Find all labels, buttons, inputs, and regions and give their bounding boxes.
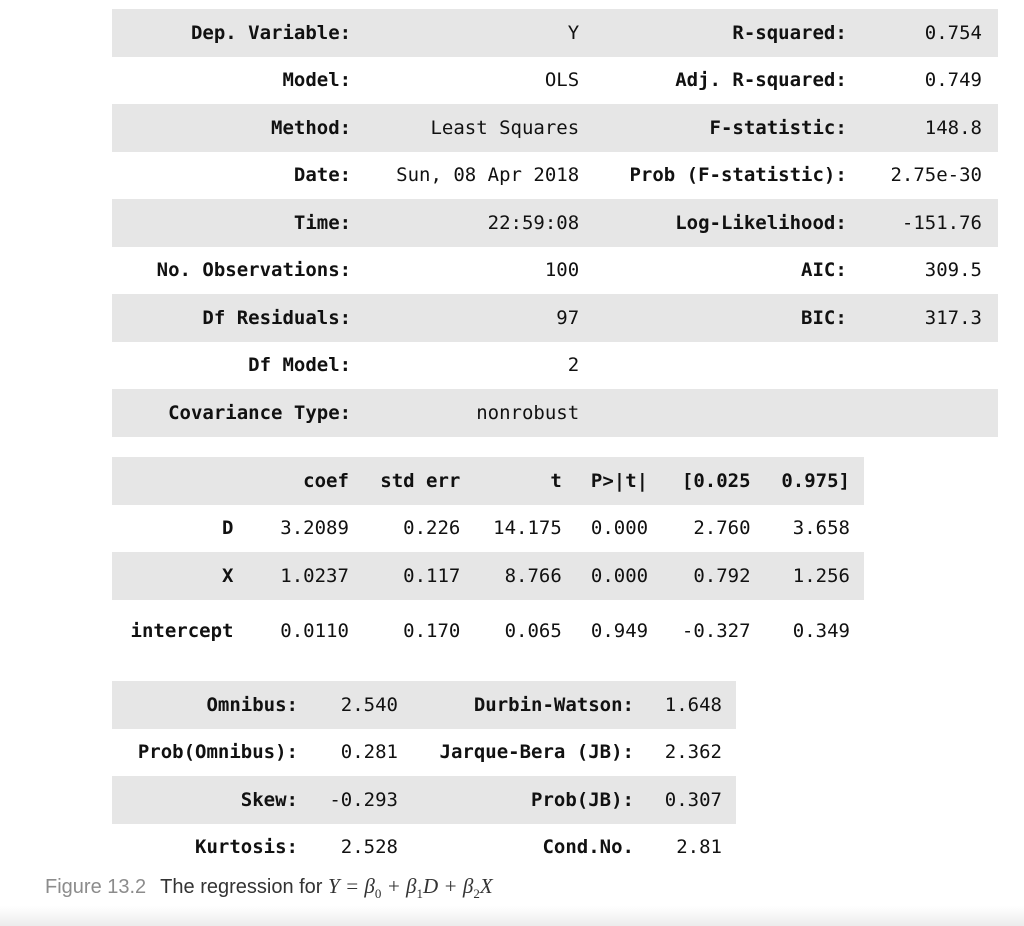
diagnostic-value: 2.528	[340, 836, 398, 859]
coef-header-row	[112, 457, 864, 505]
equation-lhs: Y	[328, 874, 340, 898]
summary-stat-label: Log-Likelihood:	[579, 199, 847, 247]
summary-value: Y	[351, 9, 579, 57]
summary-stat-value: 0.754	[847, 9, 998, 57]
equation-beta-2: β	[462, 874, 474, 898]
ci-low-value: 2.760	[693, 517, 751, 540]
coef-value: 1.0237	[233, 552, 348, 600]
diagnostic-value: 1.648	[634, 681, 736, 729]
p-value: 0.949	[590, 620, 649, 642]
summary-stat-value: 0.749	[924, 69, 982, 92]
summary-stat-label: F-statistic:	[579, 104, 847, 152]
coef-variable-name: X	[112, 552, 233, 600]
summary-stat-label	[579, 342, 847, 390]
summary-stat-label: Prob (F-statistic):	[629, 164, 847, 187]
coef-header-std-err: std err	[349, 457, 460, 505]
diagnostic-label: Omnibus:	[112, 681, 298, 729]
diagnostics-row	[112, 729, 736, 777]
ci-low-value: -0.327	[681, 620, 751, 642]
equation-subscript-0: 0	[374, 886, 382, 902]
coef-value: 0.0110	[280, 620, 349, 642]
ci-low-value: 0.792	[648, 552, 750, 600]
diagnostic-label: Prob(JB):	[398, 776, 634, 824]
summary-stat-value: 148.8	[847, 104, 998, 152]
coef-variable-name: D	[222, 517, 234, 540]
coef-value: 3.2089	[280, 517, 349, 540]
coef-header-p-value: P>|t|	[562, 457, 648, 505]
diagnostic-label: Durbin-Watson:	[398, 681, 634, 729]
ci-high-value: 3.658	[792, 517, 850, 540]
coef-row	[112, 600, 864, 663]
equation-beta-0: β	[364, 874, 375, 898]
diagnostic-label: Skew:	[112, 776, 298, 824]
summary-row	[112, 104, 998, 152]
summary-value: 2	[567, 354, 580, 377]
diagnostic-label: Kurtosis:	[195, 836, 298, 859]
p-value: 0.000	[590, 517, 649, 540]
summary-value: nonrobust	[351, 389, 579, 437]
coef-row	[112, 552, 864, 600]
page-bottom-shadow	[0, 906, 1024, 926]
diagnostics-row	[112, 824, 736, 872]
figure-number: Figure 13.2	[45, 876, 147, 898]
figure-caption	[45, 874, 493, 902]
t-value: 0.065	[504, 620, 562, 642]
std-err-value: 0.226	[403, 517, 461, 540]
equation-equals: =	[339, 874, 365, 898]
summary-stat-label: Adj. R-squared:	[675, 69, 847, 92]
summary-value: 100	[544, 259, 580, 282]
diagnostic-label: Prob(Omnibus):	[137, 741, 298, 764]
summary-stat-label: R-squared:	[579, 9, 847, 57]
coef-header-ci-low: [0.025	[648, 457, 750, 505]
diagnostics-row	[112, 776, 736, 824]
summary-label: Dep. Variable:	[112, 9, 351, 57]
diagnostic-value: 0.281	[340, 741, 398, 764]
summary-stat-value	[847, 389, 998, 437]
coef-row	[112, 505, 864, 553]
diagnostic-label: Jarque-Bera (JB):	[439, 741, 634, 764]
coef-variable-name: intercept	[130, 620, 234, 642]
diagnostic-value: 2.81	[676, 836, 722, 859]
summary-value: OLS	[544, 69, 580, 92]
coef-header-coef: coef	[233, 457, 348, 505]
ci-high-value: 0.349	[792, 620, 850, 642]
caption-text: The regression for	[160, 876, 329, 898]
summary-row	[112, 247, 998, 295]
summary-label: Df Residuals:	[112, 294, 351, 342]
summary-label: No. Observations:	[156, 259, 352, 282]
diagnostic-label: Cond.No.	[542, 836, 634, 859]
summary-value: 97	[351, 294, 579, 342]
regression-equation	[328, 874, 493, 902]
summary-label: Date:	[293, 164, 352, 187]
equation-subscript-1: 1	[416, 886, 423, 902]
std-err-value: 0.170	[403, 620, 461, 642]
summary-stat-label: AIC:	[801, 259, 847, 282]
std-err-value: 0.117	[349, 552, 460, 600]
summary-label: Df Model:	[248, 354, 352, 377]
summary-value: 22:59:08	[351, 199, 579, 247]
diagnostics-row	[112, 681, 736, 729]
summary-value: Sun, 08 Apr 2018	[396, 164, 580, 187]
equation-beta-1: β	[406, 874, 417, 898]
coef-header-ci-high: 0.975]	[751, 457, 864, 505]
summary-label: Covariance Type:	[112, 389, 351, 437]
summary-row	[112, 9, 998, 57]
diagnostic-value: -0.293	[298, 776, 398, 824]
summary-label: Method:	[112, 104, 351, 152]
t-value: 8.766	[460, 552, 561, 600]
summary-row	[112, 389, 998, 437]
coef-header-blank	[112, 457, 233, 505]
summary-stat-value: 2.75e-30	[890, 164, 982, 187]
diagnostics-table	[112, 681, 736, 871]
summary-value: Least Squares	[351, 104, 579, 152]
t-value: 14.175	[493, 517, 562, 540]
summary-row	[112, 199, 998, 247]
regression-summary-table	[112, 9, 998, 437]
summary-row	[112, 294, 998, 342]
summary-stat-value: 309.5	[924, 259, 982, 282]
summary-row	[112, 152, 998, 200]
ci-high-value: 1.256	[751, 552, 864, 600]
summary-label: Model:	[282, 69, 352, 92]
equation-variable-d: D	[423, 874, 439, 898]
equation-subscript-2: 2	[473, 886, 480, 902]
summary-stat-value: -151.76	[847, 199, 998, 247]
summary-row	[112, 342, 998, 390]
equation-plus: +	[381, 874, 407, 898]
equation-plus: +	[438, 874, 463, 898]
equation-variable-x: X	[479, 874, 493, 898]
summary-label: Time:	[112, 199, 351, 247]
coefficient-table	[112, 457, 864, 663]
p-value: 0.000	[562, 552, 648, 600]
summary-row	[112, 57, 998, 105]
diagnostic-value: 2.540	[298, 681, 398, 729]
summary-stat-label: BIC:	[579, 294, 847, 342]
summary-stat-label	[579, 389, 847, 437]
coef-header-t: t	[460, 457, 561, 505]
diagnostic-value: 0.307	[634, 776, 736, 824]
diagnostic-value: 2.362	[664, 741, 722, 764]
summary-stat-value: 317.3	[847, 294, 998, 342]
summary-stat-value	[847, 342, 998, 390]
